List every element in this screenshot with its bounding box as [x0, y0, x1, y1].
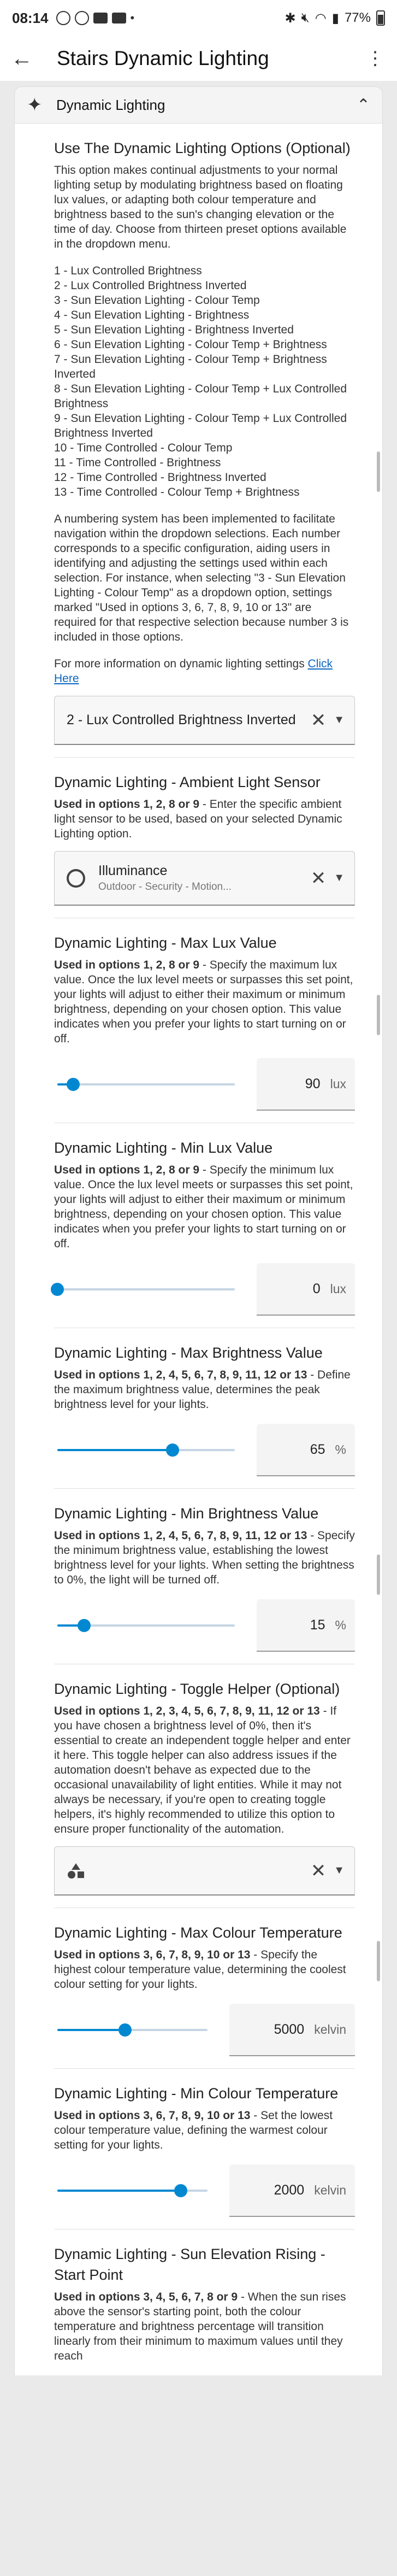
dot-icon: •: [130, 11, 135, 25]
scroll-indicator: [377, 1554, 380, 1595]
options-list-item: 12 - Time Controlled - Brightness Inverted: [54, 471, 266, 484]
slider-thumb[interactable]: [166, 1444, 179, 1457]
input-unit: %: [335, 1442, 346, 1457]
max-brightness-field: [54, 1328, 355, 1489]
field-title: Dynamic Lighting - Min Colour Temperature: [54, 2085, 339, 2102]
field-title: Dynamic Lighting - Toggle Helper (Optional): [54, 1681, 340, 1697]
slider-row: [54, 1424, 355, 1476]
used-in-label: Used in options 1, 2, 4, 5, 6, 7, 8, 9, 11, 12 or 13: [54, 1529, 307, 1542]
max-lux-field: [54, 918, 355, 1123]
field-description: [54, 1947, 355, 1992]
field-title: Dynamic Lighting - Min Lux Value: [54, 1140, 273, 1156]
click-here-link[interactable]: Click Here: [54, 658, 333, 685]
notification-icon: [112, 13, 126, 24]
clear-icon[interactable]: ✕: [310, 867, 327, 889]
min-lux-slider[interactable]: [54, 1278, 242, 1300]
field-description: [54, 797, 355, 841]
field-description: [54, 2290, 355, 2363]
used-in-label: Used in options 1, 2, 8 or 9: [54, 798, 200, 811]
min-brightness-input[interactable]: [257, 1599, 355, 1652]
description-text: - If you have chosen a brightness level of 0%, then it's essential to create an independent toggle helper and enter it here. This toggle helper can also address issues if the automation doesn't behave as expected due to the occasional unavailability of light entities. While it may not always be necessary, if you're open to creating toggle helpers, it's highly recommended to utilize this option to ensure proper functionality of the automation.: [54, 1705, 351, 1835]
status-time: 08:14: [12, 9, 49, 26]
input-unit: lux: [330, 1076, 346, 1091]
input-value: 65: [310, 1441, 325, 1457]
more-info-prefix: For more information on dynamic lighting settings: [54, 658, 308, 670]
notification-icon: [56, 11, 70, 25]
field-description: This option makes continual adjustments to your normal lighting setup by modulating brightness based on floating lux values, or adapting both colour temperature and brightness based to the sun's changing elevation or the time of day. Choose from thirteen preset options available in the dropdown menu.: [54, 164, 347, 250]
clear-icon[interactable]: ✕: [310, 709, 327, 731]
input-value: 5000: [274, 2021, 305, 2037]
more-vert-icon[interactable]: ⋮: [366, 48, 384, 69]
chevron-up-icon[interactable]: ⌃: [356, 96, 370, 114]
options-list-item: 7 - Sun Elevation Lighting - Colour Temp + Brightness Inverted: [54, 353, 327, 380]
field-title: Use The Dynamic Lighting Options (Optional): [54, 140, 351, 156]
used-in-label: Used in options 3, 6, 7, 8, 9, 10 or 13: [54, 2109, 251, 2122]
options-list-item: 9 - Sun Elevation Lighting - Colour Temp + Lux Controlled Brightness Inverted: [54, 412, 347, 439]
options-list-item: 1 - Lux Controlled Brightness: [54, 265, 202, 277]
slider-thumb[interactable]: [174, 2184, 187, 2197]
slider-thumb[interactable]: [51, 1283, 64, 1296]
notification-icons: [56, 11, 135, 25]
blueprint-form: [14, 86, 383, 2375]
scroll-indicator: [377, 1941, 380, 1981]
options-list-item: 10 - Time Controlled - Colour Temp: [54, 442, 233, 454]
brightness-icon: [67, 869, 85, 888]
clear-icon[interactable]: ✕: [310, 1860, 327, 1881]
description-text: - When the sun rises above the sensor's starting point, both the colour temperature and brightness percentage will transition linearly from their minimum to maximum values until they reach: [54, 2291, 346, 2362]
entity-picker[interactable]: [54, 851, 355, 906]
slider-track: [57, 1083, 235, 1085]
selected-option: 2 - Lux Controlled Brightness Inverted: [67, 712, 296, 727]
field-title: Dynamic Lighting - Max Lux Value: [54, 935, 277, 951]
section-title: Dynamic Lighting: [56, 96, 165, 113]
bluetooth-icon: ✱: [285, 10, 296, 26]
input-unit: %: [335, 1617, 346, 1632]
used-in-label: Used in options 1, 2, 3, 4, 5, 6, 7, 8, 9, 11, 12 or 13: [54, 1705, 320, 1717]
slider-row: [54, 2004, 355, 2056]
sun-elevation-rising-field: [54, 2229, 355, 2375]
input-value: 2000: [274, 2182, 305, 2198]
input-value: 90: [305, 1076, 321, 1092]
description-text: - Specify the minimum brightness value, establishing the lowest brightness level for your lights. When setting the brightness to 0%, the light will be turned off.: [54, 1529, 355, 1586]
input-unit: kelvin: [314, 2022, 346, 2037]
sparkle-icon: ✦: [27, 95, 43, 115]
options-list-item: 11 - Time Controlled - Brightness: [54, 456, 221, 469]
used-in-label: Used in options 1, 2, 8 or 9: [54, 959, 200, 971]
slider-thumb[interactable]: [118, 2023, 132, 2037]
entity-area: Outdoor - Security - Motion...: [98, 881, 232, 893]
status-bar: [0, 0, 397, 36]
max-lux-slider[interactable]: [54, 1073, 242, 1095]
dynamic-lighting-option-field: [54, 124, 355, 758]
input-value: 15: [310, 1617, 325, 1633]
max-lux-input[interactable]: [257, 1058, 355, 1111]
description-text: - Set the lowest colour temperature value, defining the warmest colour setting for your lights.: [54, 2109, 333, 2151]
toggle-helper-field: [54, 1664, 355, 1908]
signal-icon: ▮: [331, 10, 339, 26]
slider-row: [54, 1599, 355, 1652]
shapes-icon: [67, 1863, 85, 1879]
system-icons: [285, 10, 385, 26]
max-colour-temp-input[interactable]: [229, 2004, 355, 2056]
field-description: [54, 958, 355, 1046]
battery-level: 77%: [344, 10, 371, 25]
field-title: Dynamic Lighting - Min Brightness Value: [54, 1505, 319, 1522]
slider-track: [57, 1288, 235, 1290]
used-in-label: Used in options 3, 6, 7, 8, 9, 10 or 13: [54, 1949, 251, 1961]
slider-fill: [57, 2190, 181, 2192]
mute-icon: 🔇︎: [301, 10, 310, 25]
field-description: [54, 2108, 355, 2152]
entity-text: [98, 863, 303, 893]
slider-fill: [57, 1449, 173, 1451]
used-in-label: Used in options 1, 2, 4, 5, 6, 7, 8, 9, 11, 12 or 13: [54, 1369, 307, 1381]
notification-icon: [93, 13, 108, 24]
min-colour-temp-field: [54, 2069, 355, 2229]
description-text: - Specify the highest colour temperature value, determining the coolest colour setting for your lights.: [54, 1949, 346, 1991]
max-colour-temp-field: [54, 1908, 355, 2069]
slider-thumb[interactable]: [78, 1619, 91, 1632]
field-title: Dynamic Lighting - Max Brightness Value: [54, 1345, 323, 1361]
options-list-item: 8 - Sun Elevation Lighting - Colour Temp + Lux Controlled Brightness: [54, 383, 347, 410]
max-brightness-slider[interactable]: [54, 1439, 242, 1461]
slider-row: [54, 1263, 355, 1316]
max-colour-temp-slider[interactable]: [54, 2019, 215, 2041]
page-title: Stairs Dynamic Lighting: [57, 47, 269, 69]
more-info-text: [54, 656, 355, 686]
field-title: Dynamic Lighting - Max Colour Temperature: [54, 1924, 342, 1941]
scroll-indicator: [377, 995, 380, 1035]
back-arrow-icon[interactable]: ←: [11, 46, 33, 71]
notification-icon: [75, 11, 89, 25]
slider-thumb[interactable]: [67, 1078, 80, 1091]
option-select[interactable]: [54, 696, 355, 745]
options-list: [54, 263, 355, 500]
scroll-indicator: [377, 451, 380, 492]
ambient-light-sensor-field: [54, 758, 355, 918]
options-list-item: 6 - Sun Elevation Lighting - Colour Temp + Brightness: [54, 338, 327, 351]
input-value: 0: [312, 1281, 321, 1296]
max-brightness-input[interactable]: [257, 1424, 355, 1476]
min-colour-temp-input[interactable]: [229, 2164, 355, 2217]
slider-row: [54, 1058, 355, 1111]
slider-fill: [57, 2029, 125, 2031]
wifi-icon: ◠: [315, 10, 327, 26]
field-title: Dynamic Lighting - Sun Elevation Rising - Start Point: [54, 2246, 325, 2283]
min-lux-field: [54, 1123, 355, 1328]
options-list-item: 5 - Sun Elevation Lighting - Brightness Inverted: [54, 324, 294, 336]
field-description: [54, 1528, 355, 1587]
input-unit: kelvin: [314, 2182, 346, 2197]
slider-row: [54, 2164, 355, 2217]
dropdown-arrow-icon[interactable]: ▼: [334, 1864, 345, 1876]
dropdown-arrow-icon[interactable]: ▼: [334, 714, 345, 726]
min-brightness-slider[interactable]: [54, 1615, 242, 1636]
min-colour-temp-slider[interactable]: [54, 2180, 215, 2202]
min-lux-input[interactable]: [257, 1263, 355, 1316]
description-text: - Enter the specific ambient light sensor to be used, based on your selected Dynamic Lighting option.: [54, 798, 342, 840]
dynamic-lighting-section-body: [14, 124, 383, 2375]
field-description: [54, 1368, 355, 1412]
description-text: - Specify the maximum lux value. Once the lux level meets or surpasses this set point, your lights will adjust to either their maximum or minimum brightness, depending on your chosen option. This value indicates when you prefer your lights to start turning on or off.: [54, 959, 353, 1045]
input-unit: lux: [330, 1281, 346, 1296]
min-brightness-field: [54, 1489, 355, 1664]
description-text: - Define the maximum brightness value, determines the peak brightness level for your lights.: [54, 1369, 351, 1411]
options-list-item: 13 - Time Controlled - Colour Temp + Brightness: [54, 486, 300, 498]
numbering-explanation: A numbering system has been implemented to facilitate navigation within the dropdown selections. Each number corresponds to a specific configuration, aiding users in identifying and adjusting the settings used within each selection. For instance, when selecting "3 - Sun Elevation Lighting - Colour Temp" as a dropdown option, settings marked "Used in options 3, 6, 7, 8, 9, 10 or 13" are required for that respective selection because number 3 is included in those options.: [54, 513, 349, 643]
battery-icon: [376, 10, 385, 26]
options-list-item: 3 - Sun Elevation Lighting - Colour Temp: [54, 294, 260, 307]
options-list-item: 2 - Lux Controlled Brightness Inverted: [54, 279, 247, 292]
description-text: - Specify the minimum lux value. Once the lux level meets or surpasses this set point, your lights will adjust to either their maximum or minimum brightness, depending on your chosen option. This value indicates when you prefer your lights to start turning on or off.: [54, 1164, 353, 1250]
app-bar: [0, 36, 397, 81]
field-description: [54, 1704, 355, 1836]
used-in-label: Used in options 3, 4, 5, 6, 7, 8 or 9: [54, 2291, 238, 2303]
toggle-helper-picker[interactable]: [54, 1846, 355, 1896]
options-list-item: 4 - Sun Elevation Lighting - Brightness: [54, 309, 250, 321]
field-title: Dynamic Lighting - Ambient Light Sensor: [54, 774, 321, 790]
field-description: [54, 1163, 355, 1251]
used-in-label: Used in options 1, 2, 8 or 9: [54, 1164, 200, 1176]
dynamic-lighting-section-header[interactable]: [14, 86, 383, 124]
dropdown-arrow-icon[interactable]: ▼: [334, 872, 345, 884]
entity-name: Illuminance: [98, 863, 168, 878]
